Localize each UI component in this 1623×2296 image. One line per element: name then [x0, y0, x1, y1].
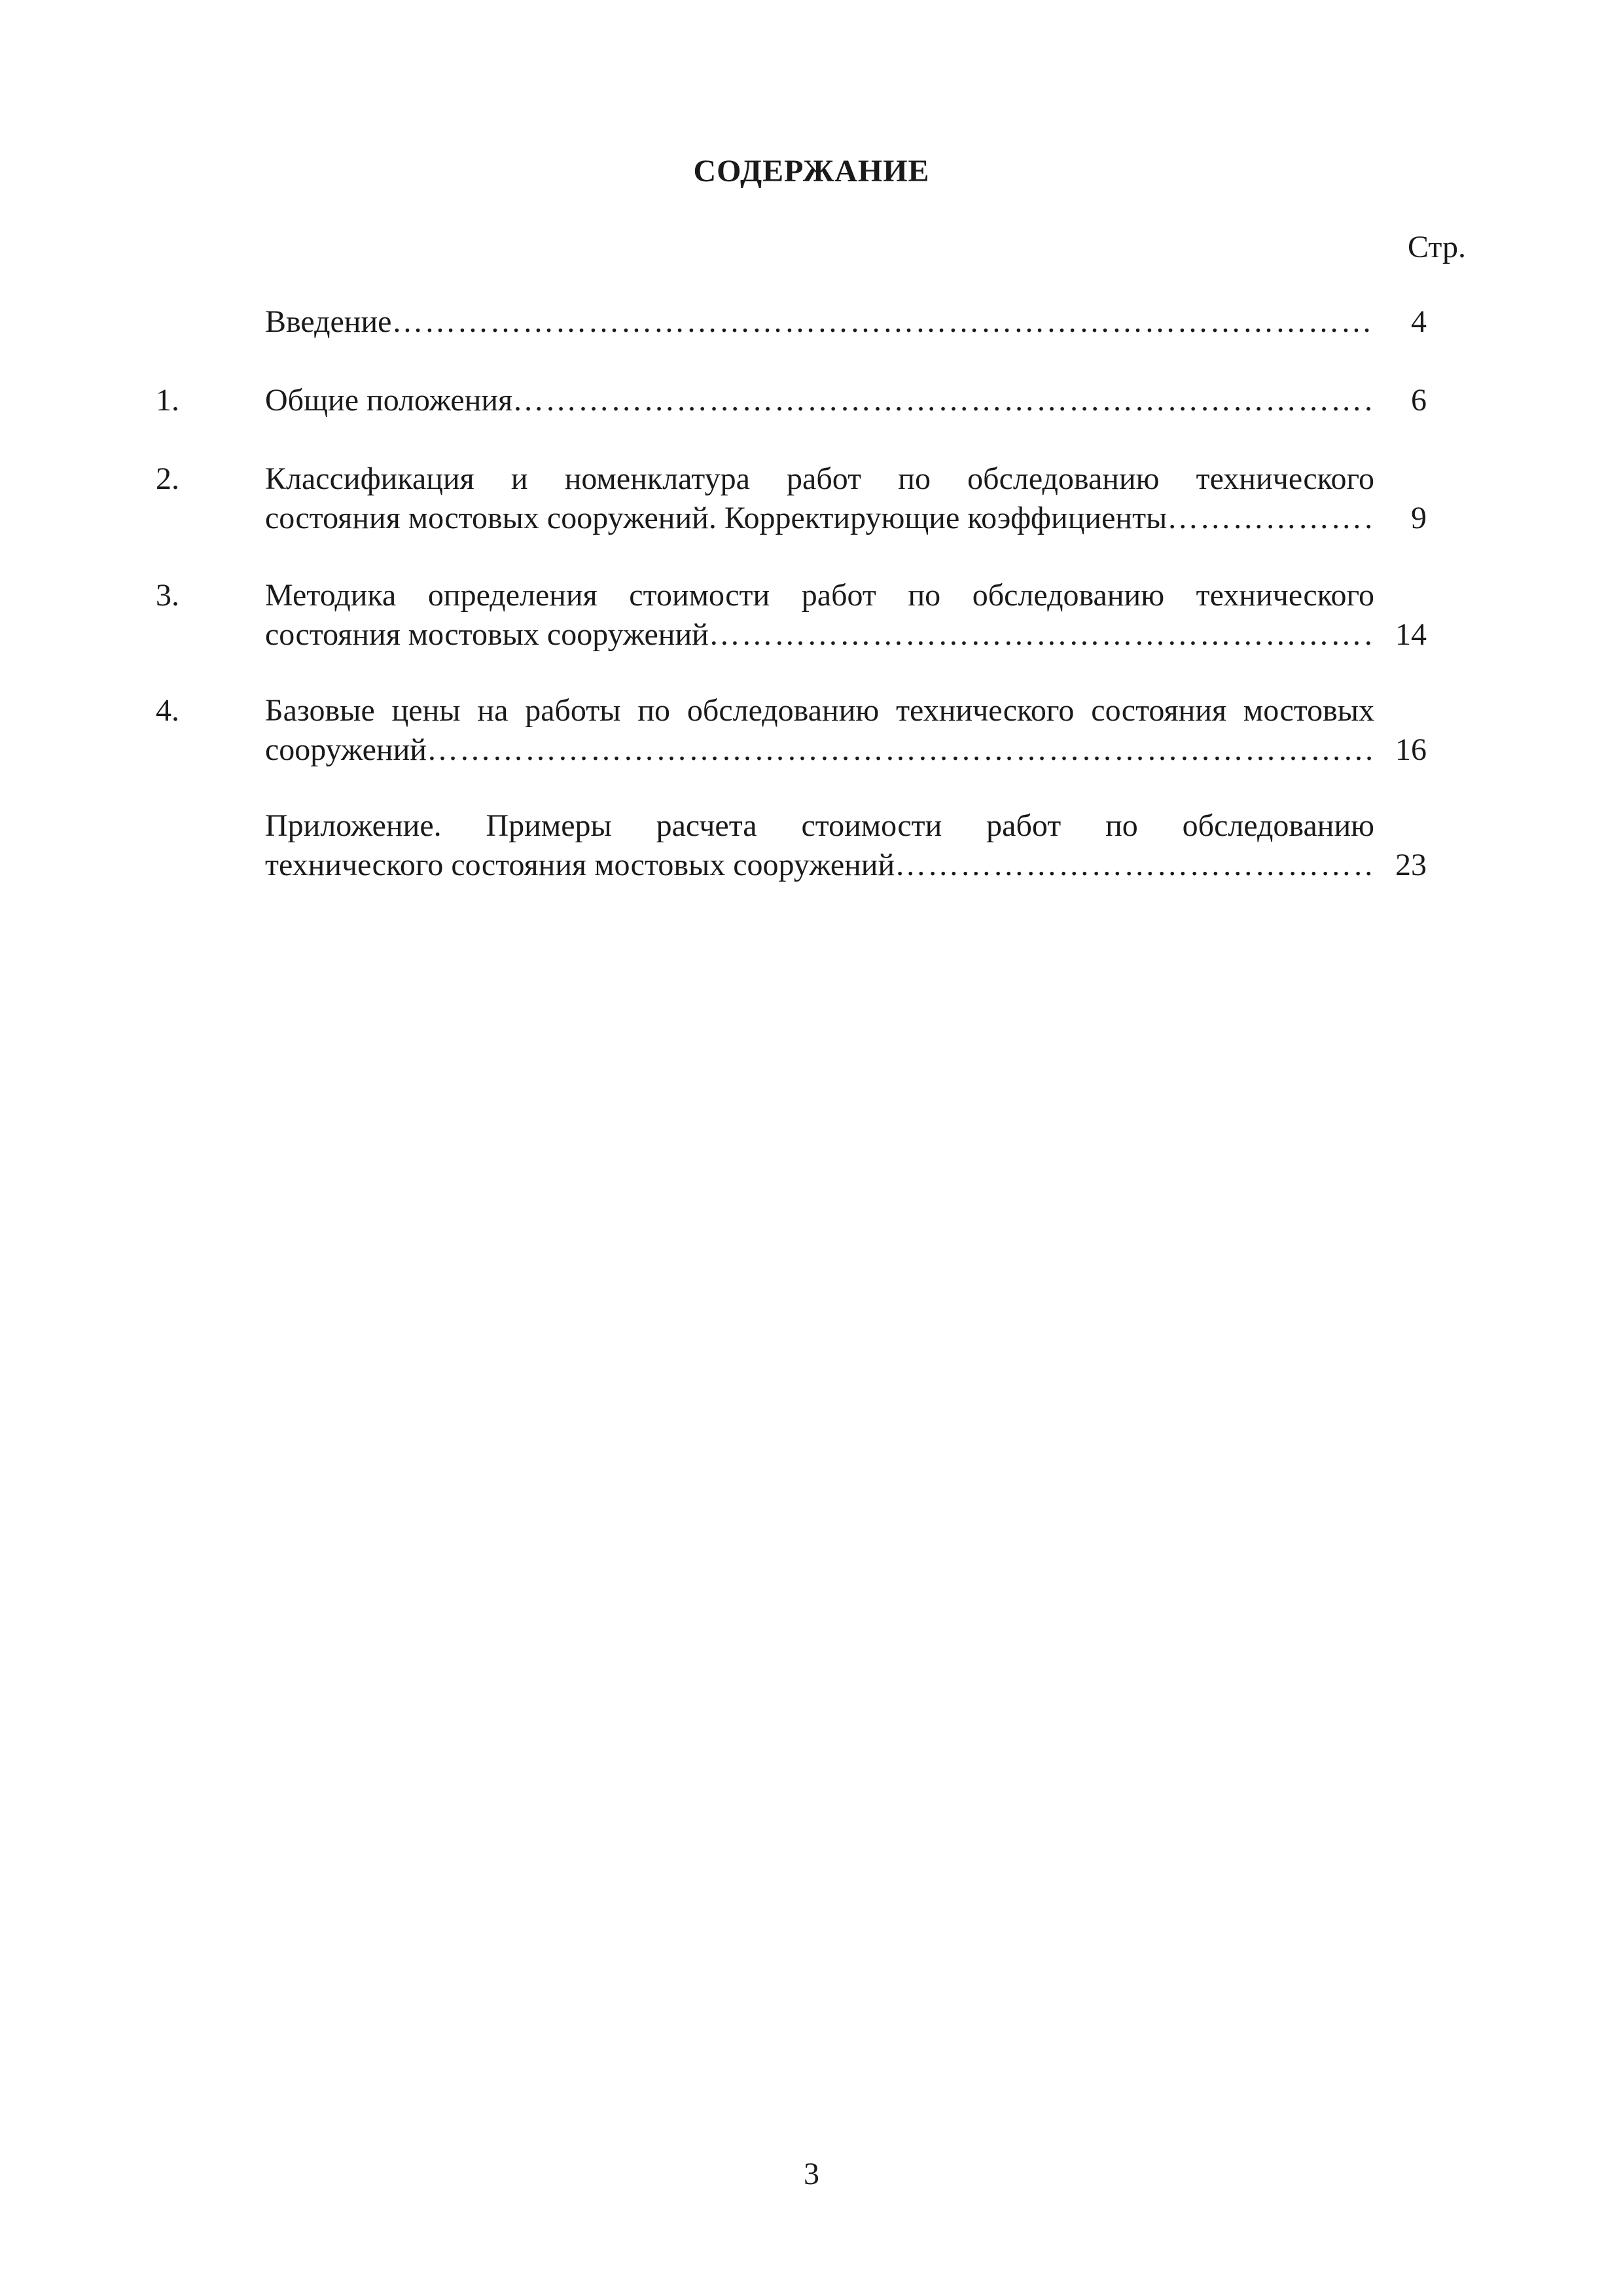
toc-line-first: Приложение. Примеры расчета стоимости работ по обследованию [265, 808, 1374, 843]
toc-line-last [265, 302, 1374, 342]
toc-line-last [265, 381, 1374, 420]
toc-entry-number: 2. [156, 461, 179, 496]
toc-line-last [265, 846, 1374, 885]
toc-entry-title: Введение [265, 304, 392, 339]
toc-line-last [265, 615, 1374, 655]
toc-entry-title: состояния мостовых сооружений. Корректирующие коэффициенты [265, 501, 1168, 535]
footer-page-number: 3 [804, 2157, 819, 2191]
page-title: СОДЕРЖАНИЕ [693, 154, 930, 188]
toc-entry-page: 23 [1395, 848, 1427, 882]
page-column-label: Стр. [1408, 230, 1466, 264]
toc-entry-page: 6 [1411, 383, 1427, 418]
dot-leader [427, 730, 1374, 770]
toc-entry-number: 4. [156, 693, 179, 728]
toc-entry-number: 1. [156, 383, 179, 418]
toc-line-last [265, 730, 1374, 770]
toc-entry-page: 14 [1395, 617, 1427, 652]
toc-entry-text [265, 691, 1374, 770]
dot-leader [391, 302, 1374, 342]
toc-entry-text [265, 806, 1374, 885]
toc-entry-text [265, 302, 1374, 342]
toc-entry-text [265, 381, 1374, 420]
dot-leader [512, 381, 1374, 420]
toc-line-first: Базовые цены на работы по обследованию технического состояния мостовых [265, 693, 1374, 728]
toc-entry-page: 16 [1395, 732, 1427, 767]
toc-entry-number: 3. [156, 578, 179, 613]
dot-leader [1167, 499, 1374, 538]
toc-entry-page: 4 [1411, 304, 1427, 339]
toc-line-last [265, 499, 1374, 538]
toc-entry-title: Общие положения [265, 383, 513, 418]
toc-entry-title: сооружений [265, 732, 427, 767]
toc-entry-title: состояния мостовых сооружений [265, 617, 709, 652]
toc-entry-text [265, 459, 1374, 538]
toc-line-first: Классификация и номенклатура работ по обследованию технического [265, 461, 1374, 496]
dot-leader [895, 846, 1374, 885]
dot-leader [709, 615, 1374, 655]
toc-line-first: Методика определения стоимости работ по обследованию технического [265, 578, 1374, 613]
toc-entry-page: 9 [1411, 501, 1427, 535]
toc-entry-text [265, 576, 1374, 655]
toc-entry-title: технического состояния мостовых сооружений [265, 848, 895, 882]
